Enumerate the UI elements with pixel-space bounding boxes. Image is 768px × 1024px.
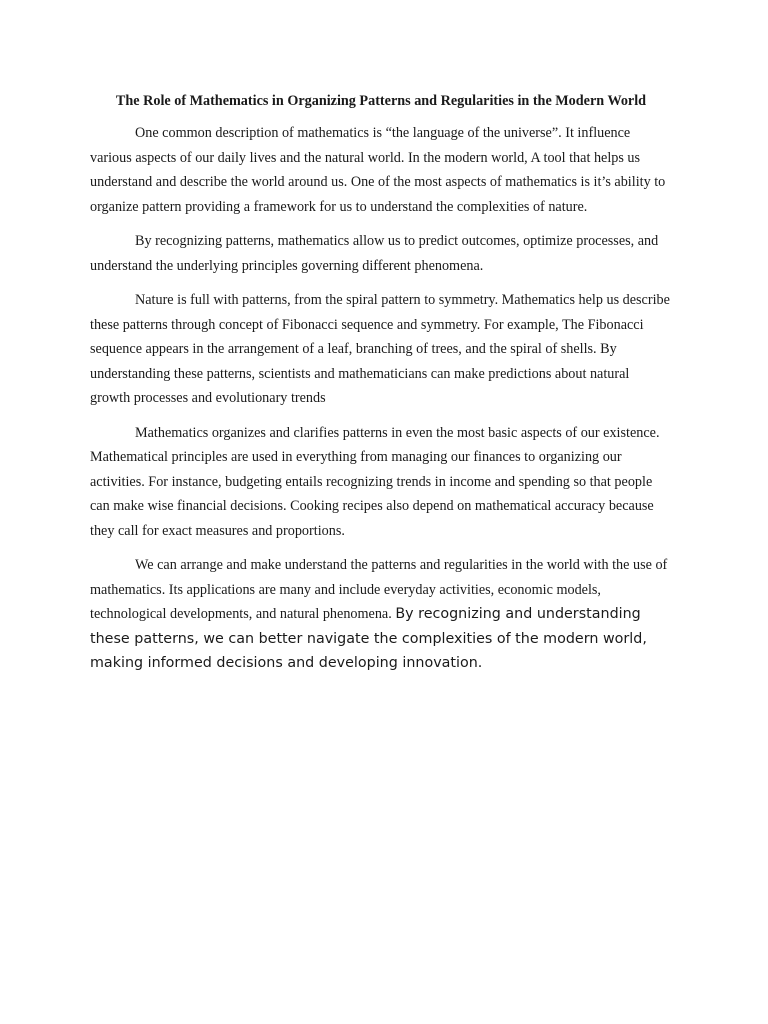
conclusion-sans-text: By recognizing and understanding these patterns, we can better navigate the complexities of the modern world, making informed decisions and developing innovation. [90,606,647,671]
paragraph-intro: One common description of mathematics is “the language of the universe”. It influence various aspects of our daily lives and the natural world. In the modern world, A tool that helps us understand and describe the world around us. One of the most aspects of mathematics is it’s ability to organize pattern providing a framework for us to understand the complexities of nature. [90,125,666,215]
paragraph-nature-patterns: Nature is full with patterns, from the spiral pattern to symmetry. Mathematics help us describe these patterns through concept of Fibonacci sequence and symmetry. For example, The Fibonacci sequence appears in the arrangement of a leaf, branching of trees, and the spiral of shells. By understanding these patterns, scientists and mathematicians can make predictions about natural growth processes and evolutionary trends [90,292,670,406]
paragraph-recognizing-patterns: By recognizing patterns, mathematics allow us to predict outcomes, optimize processes, and understand the underlying principles governing different phenomena. [90,233,659,274]
conclusion-serif-text: We can arrange and make understand the patterns and regularities in the world with the use of mathematics. Its applications are many and include everyday activities, economic models, technological developments, and natural phenomena. [90,557,668,622]
document-body [90,91,672,686]
paragraph-conclusion [90,553,672,676]
document-title: The Role of Mathematics in Organizing Patterns and Regularities in the Modern World [115,93,647,109]
paragraph-everyday-math: Mathematics organizes and clarifies patterns in even the most basic aspects of our existence. Mathematical principles are used in everything from managing our finances to organizing our activities. For instance, budgeting entails recognizing trends in income and spending so that people can make wise financial decisions. Cooking recipes also depend on mathematical accuracy because they call for exact measures and proportions. [90,424,660,539]
